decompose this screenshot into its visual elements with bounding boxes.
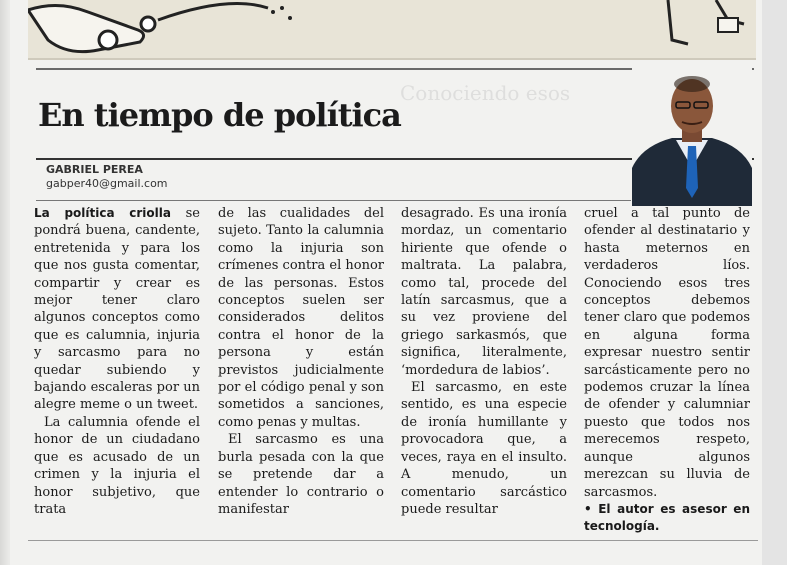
article-column-3 <box>401 205 567 518</box>
footer-rule <box>28 540 758 541</box>
paragraph: El sarcasmo es una burla pesada con la que se pretende dar a entender lo contrario o manifestar <box>218 432 384 517</box>
show-through-text <box>400 80 630 106</box>
paragraph <box>34 205 200 414</box>
cartoon-illustration <box>28 0 756 60</box>
page-left-edge <box>0 0 10 565</box>
paragraph: de las cualidades del sujeto. Tanto la calumnia como la injuria son crímenes contra el honor de las personas. Estos conceptos suelen ser considerados delitos contra el honor de la persona y están previstos judicialmente por el código penal y son sometidos a sanciones, como penas y multas. <box>218 206 384 430</box>
lead-in: La política criolla <box>34 206 171 220</box>
show-through-line: Conociendo esos <box>400 81 571 105</box>
article-column-2 <box>218 205 384 518</box>
article-column-4 <box>584 205 750 536</box>
author-name: GABRIEL PEREA <box>46 163 143 176</box>
paragraph: cruel a tal punto de ofender al destinatario y hasta meternos en verdaderos líos. Conociendo esos tres conceptos debemos tener claro que podemos en alguna forma expresar nuestro sentir sarcásticamente pero no podemos cruzar la línea de ofender y calumniar puesto que todos nos merecemos respeto, aunque algunos merezcan su lluvia de sarcasmos. <box>584 206 750 500</box>
author-email: gabper40@gmail.com <box>46 177 168 190</box>
paragraph: desagrado. Es una ironía mordaz, un comentario hiriente que ofende o maltrata. La palabra, como tal, procede del latín sarcasmus, que a su vez proviene del griego sarkasmós, que significa, literalmente, ‘mordedura de labios’. <box>401 206 567 378</box>
paragraph-text: se pondrá buena, candente, entretenida y para los que nos gusta comentar, compartir y crear es mejor tener claro algunos conceptos como que es calumnia, injuria y sarcasmo para no quedar subiendo y bajando escaleras por un alegre meme o un tweet. <box>34 206 201 413</box>
author-note: • El autor es asesor en tecnología. <box>584 501 750 534</box>
author-photo-icon <box>632 68 752 206</box>
article-headline: En tiempo de política <box>38 96 401 134</box>
author-portrait <box>632 68 752 206</box>
adjacent-page-edge <box>762 0 787 565</box>
paragraph: El sarcasmo, en este sentido, es una especie de ironía humillante y provocadora que, a veces, raya en el insulto. A menudo, un comentario sarcástico puede resultar <box>401 380 567 517</box>
paragraph: La calumnia ofende el honor de un ciudadano que es acusado de un crimen y la injuria el honor subjetivo, que trata <box>34 414 200 517</box>
article-column-1 <box>34 205 200 518</box>
cartoon-icon <box>28 0 756 58</box>
byline-rule <box>36 200 631 201</box>
